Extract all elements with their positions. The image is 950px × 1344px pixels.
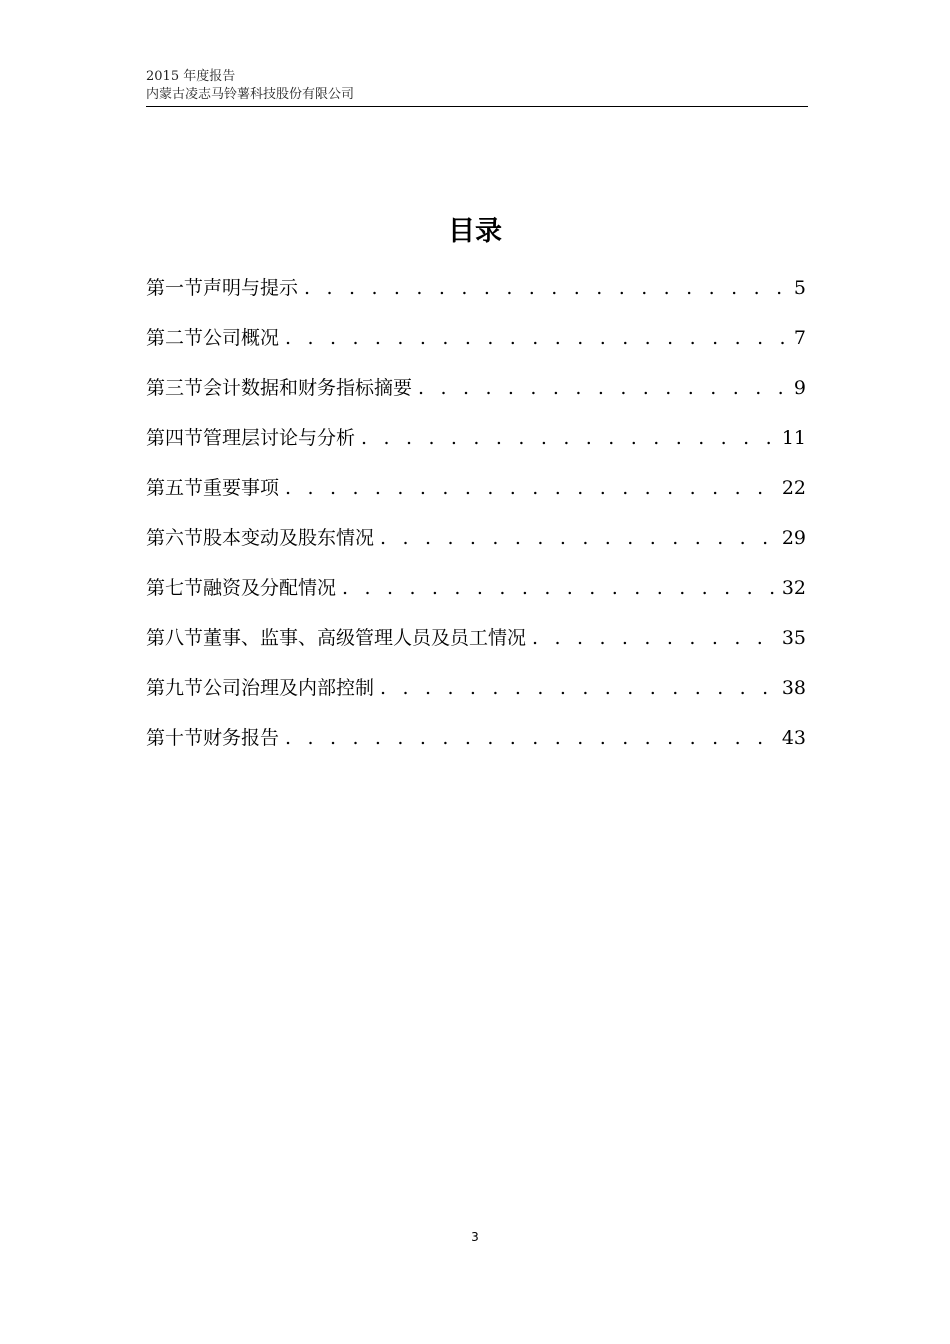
header-divider (146, 106, 808, 107)
toc-page-number: 35 (781, 627, 806, 649)
toc-entry-7[interactable] (146, 570, 806, 620)
toc-label: 第八节董事、监事、高级管理人员及员工情况 (146, 627, 527, 649)
toc-label: 第二节公司概况 (146, 327, 280, 349)
toc-page-number: 29 (781, 527, 806, 549)
toc-label: 第七节融资及分配情况 (146, 577, 337, 599)
toc-label: 第一节声明与提示 (146, 277, 299, 299)
toc-page-number: 11 (781, 427, 806, 449)
company-name: 内蒙古凌志马铃薯科技股份有限公司 (146, 87, 355, 102)
toc-label: 第四节管理层讨论与分析 (146, 427, 356, 449)
toc-entry-3[interactable] (146, 370, 806, 420)
page-number: 3 (471, 1230, 479, 1244)
toc-page-number: 7 (793, 327, 806, 349)
toc-page-number: 43 (781, 727, 806, 749)
toc-entry-5[interactable] (146, 470, 806, 520)
toc-page-number: 38 (781, 677, 806, 699)
toc-dot-leader (285, 720, 774, 756)
toc-entry-1[interactable] (146, 270, 806, 320)
toc-label: 第五节重要事项 (146, 477, 280, 499)
toc-label: 第九节公司治理及内部控制 (146, 677, 375, 699)
toc-dot-leader (380, 520, 774, 556)
toc-page-number: 9 (793, 377, 806, 399)
page-title: 目录 (448, 216, 502, 247)
toc-entry-10[interactable] (146, 720, 806, 770)
toc-dot-leader (285, 320, 786, 356)
toc-page-number: 32 (781, 577, 806, 599)
toc-dot-leader (380, 670, 774, 706)
toc-entry-4[interactable] (146, 420, 806, 470)
toc-dot-leader (532, 620, 774, 656)
toc-dot-leader (418, 370, 786, 406)
toc-label: 第三节会计数据和财务指标摘要 (146, 377, 413, 399)
toc-label: 第十节财务报告 (146, 727, 280, 749)
table-of-contents (146, 270, 806, 770)
toc-dot-leader (304, 270, 786, 306)
toc-dot-leader (342, 570, 774, 606)
toc-page-number: 5 (793, 277, 806, 299)
toc-entry-6[interactable] (146, 520, 806, 570)
toc-dot-leader (285, 470, 774, 506)
toc-entry-9[interactable] (146, 670, 806, 720)
toc-label: 第六节股本变动及股东情况 (146, 527, 375, 549)
toc-entry-2[interactable] (146, 320, 806, 370)
toc-entry-8[interactable] (146, 620, 806, 670)
page-header (146, 68, 808, 104)
report-year-label: 2015 年度报告 (146, 69, 236, 84)
toc-page-number: 22 (781, 477, 806, 499)
toc-dot-leader (361, 420, 774, 456)
